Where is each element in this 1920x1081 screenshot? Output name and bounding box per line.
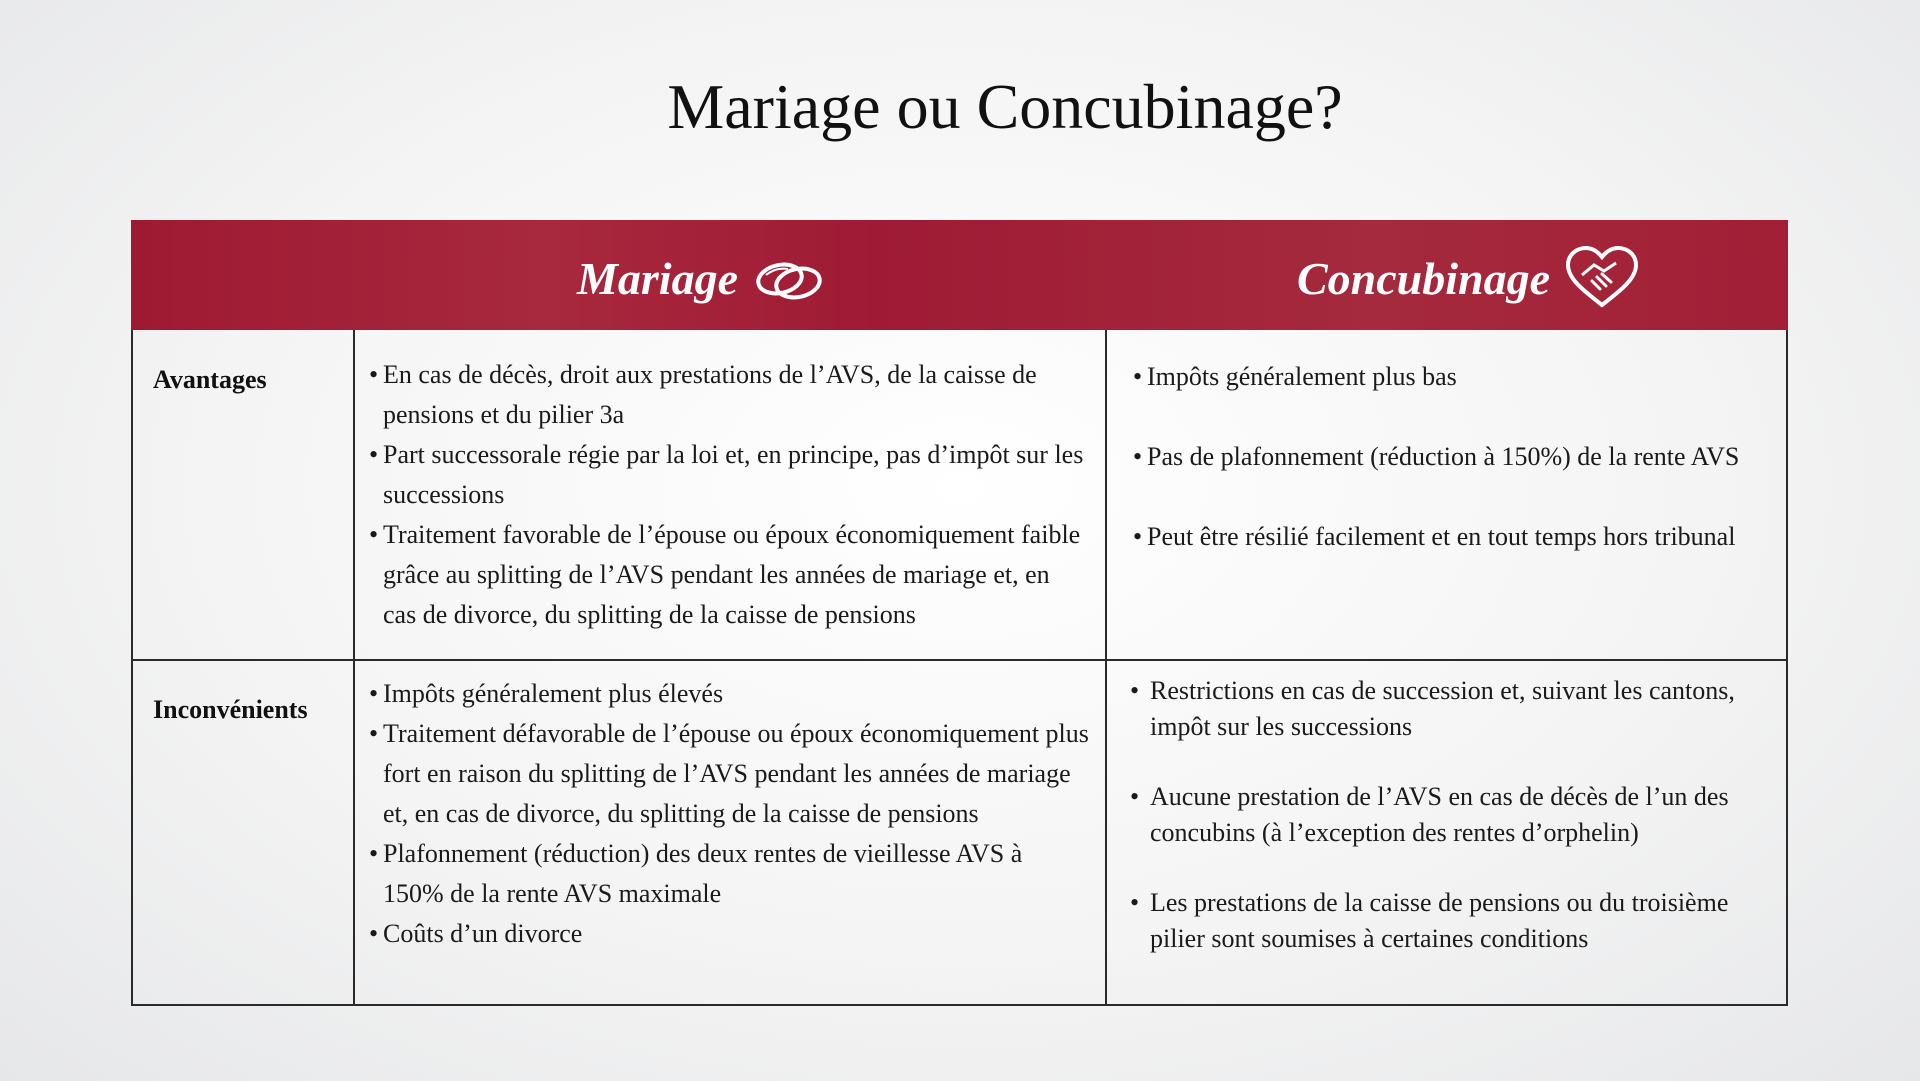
cell-concubinage-inconvenients bbox=[1126, 673, 1766, 991]
column-header-mariage bbox=[577, 248, 828, 308]
list-item: • En cas de décès, droit aux prestations de l’AVS, de la caisse de pensions et du pilier 3a bbox=[369, 355, 1089, 435]
list-item: • Restrictions en cas de succession et, suivant les cantons, impôt sur les successions bbox=[1126, 673, 1766, 745]
list-item: • Part successorale régie par la loi et, en principe, pas d’impôt sur les successions bbox=[369, 435, 1089, 515]
list-item: • Traitement défavorable de l’épouse ou époux économiquement plus fort en raison du splitting de l’AVS pendant les années de mariage et, en cas de divorce, du splitting de la caisse de pensions bbox=[369, 714, 1089, 834]
column-divider bbox=[353, 330, 355, 1004]
cell-concubinage-avantages bbox=[1133, 357, 1753, 597]
row-divider bbox=[133, 659, 1786, 661]
list-item: • Impôts généralement plus bas bbox=[1133, 357, 1753, 397]
row-label-avantages: Avantages bbox=[153, 365, 267, 394]
list-item: • Impôts généralement plus élevés bbox=[369, 674, 1089, 714]
column-divider bbox=[1105, 330, 1107, 1004]
column-header-concubinage bbox=[1297, 248, 1640, 308]
row-label-inconvenients: Inconvénients bbox=[153, 695, 308, 724]
list-item: • Peut être résilié facilement et en tout temps hors tribunal bbox=[1133, 517, 1753, 557]
list-item: • Traitement favorable de l’épouse ou époux économiquement faible grâce au splitting de l’AVS pendant les années de mariage et, en cas de divorce, du splitting de la caisse de pensions bbox=[369, 515, 1089, 635]
cell-mariage-avantages bbox=[369, 355, 1089, 635]
cell-mariage-inconvenients bbox=[369, 674, 1089, 954]
list-item: • Pas de plafonnement (réduction à 150%) de la rente AVS bbox=[1133, 437, 1753, 477]
table-header bbox=[131, 220, 1788, 330]
list-item: • Coûts d’un divorce bbox=[369, 914, 1089, 954]
list-item: • Les prestations de la caisse de pensions ou du troisième pilier sont soumises à certaines conditions bbox=[1126, 885, 1766, 957]
list-item: • Plafonnement (réduction) des deux rentes de vieillesse AVS à 150% de la rente AVS maximale bbox=[369, 834, 1089, 914]
wedding-rings-icon bbox=[752, 253, 828, 303]
list-item: • Aucune prestation de l’AVS en cas de décès de l’un des concubins (à l’exception des rentes d’orphelin) bbox=[1126, 779, 1766, 851]
heart-handshake-icon bbox=[1564, 245, 1640, 311]
column-header-concubinage-label: Concubinage bbox=[1297, 252, 1551, 304]
comparison-table bbox=[131, 220, 1788, 1006]
page-title: Mariage ou Concubinage? bbox=[667, 71, 1343, 142]
column-header-mariage-label: Mariage bbox=[577, 252, 738, 304]
